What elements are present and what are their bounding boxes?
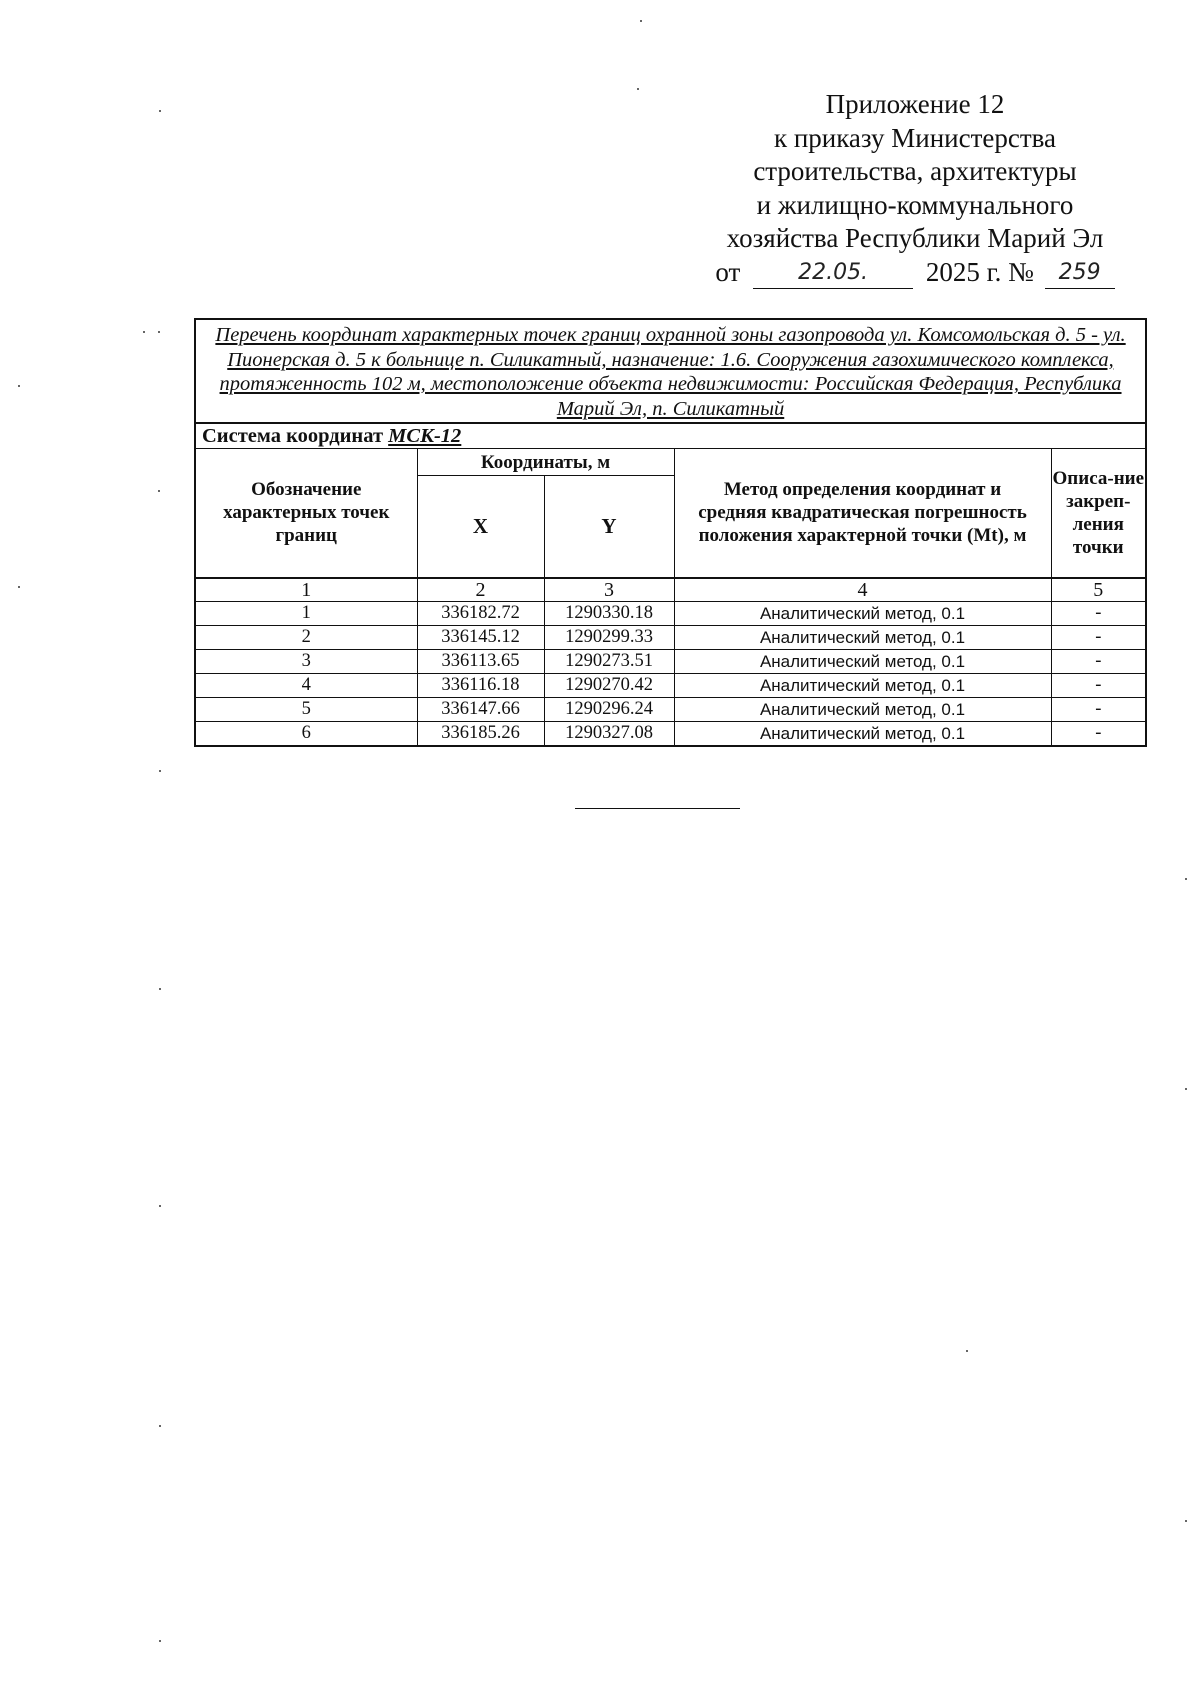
scan-speck — [158, 331, 160, 333]
method-cell: Аналитический метод, 0.1 — [674, 698, 1051, 722]
date-prefix: от — [715, 256, 741, 287]
column-number: 3 — [544, 578, 674, 602]
scan-speck — [159, 1425, 161, 1427]
point-id: 6 — [195, 722, 417, 747]
method-cell: Аналитический метод, 0.1 — [674, 650, 1051, 674]
coordinate-system-row — [195, 423, 1146, 449]
year-number-label: 2025 г. № — [925, 256, 1034, 287]
scan-speck — [1185, 878, 1187, 880]
header-point: Обозначение характерных точек границ — [195, 449, 417, 578]
handwritten-date: 22.05. — [753, 260, 913, 289]
appendix-title: Приложение 12 — [825, 89, 1005, 119]
table-row — [195, 602, 1146, 626]
scan-speck — [159, 1205, 161, 1207]
description-cell: - — [1051, 626, 1146, 650]
point-id: 1 — [195, 602, 417, 626]
x-coordinate: 336145.12 — [417, 626, 544, 650]
scan-speck — [1185, 1520, 1187, 1522]
coordinates-table-container — [194, 318, 1145, 747]
order-date-line — [690, 256, 1140, 290]
column-number: 5 — [1051, 578, 1146, 602]
scan-speck — [640, 20, 642, 22]
table-row — [195, 650, 1146, 674]
order-reference-line: к приказу Министерства — [773, 122, 1057, 153]
column-number: 4 — [674, 578, 1051, 602]
point-id: 3 — [195, 650, 417, 674]
ministry-line-3: хозяйства Республики Марий Эл — [726, 223, 1104, 253]
x-coordinate: 336147.66 — [417, 698, 544, 722]
header-x: X — [417, 476, 544, 578]
point-id: 5 — [195, 698, 417, 722]
x-coordinate: 336113.65 — [417, 650, 544, 674]
scan-speck — [18, 385, 20, 387]
point-id: 2 — [195, 626, 417, 650]
y-coordinate: 1290273.51 — [544, 650, 674, 674]
y-coordinate: 1290327.08 — [544, 722, 674, 747]
scan-speck — [159, 110, 161, 112]
scan-speck — [637, 88, 639, 90]
header-coordinates: Координаты, м — [417, 449, 674, 476]
scan-speck — [18, 586, 20, 588]
y-coordinate: 1290299.33 — [544, 626, 674, 650]
description-cell: - — [1051, 698, 1146, 722]
x-coordinate: 336116.18 — [417, 674, 544, 698]
scan-speck — [143, 331, 145, 333]
y-coordinate: 1290330.18 — [544, 602, 674, 626]
method-cell: Аналитический метод, 0.1 — [674, 626, 1051, 650]
header-y: Y — [544, 476, 674, 578]
description-cell: - — [1051, 722, 1146, 747]
x-coordinate: 336185.26 — [417, 722, 544, 747]
end-of-document-line — [575, 808, 740, 809]
ministry-line-1: строительства, архитектуры — [753, 156, 1077, 186]
method-cell: Аналитический метод, 0.1 — [674, 674, 1051, 698]
scan-speck — [159, 1640, 161, 1642]
ministry-line-2: и жилищно-коммунального — [756, 189, 1074, 220]
coordinates-table — [194, 318, 1147, 747]
column-number: 1 — [195, 578, 417, 602]
description-cell: - — [1051, 602, 1146, 626]
header-description: Описа-ние закреп-ления точки — [1051, 449, 1146, 578]
scan-speck — [1185, 1088, 1187, 1090]
y-coordinate: 1290270.42 — [544, 674, 674, 698]
document-header — [690, 88, 1140, 289]
scan-speck — [966, 1350, 968, 1352]
coordinate-system-label: Система координат — [202, 425, 384, 447]
column-number: 2 — [417, 578, 544, 602]
scan-speck — [159, 770, 161, 772]
method-cell: Аналитический метод, 0.1 — [674, 602, 1051, 626]
x-coordinate: 336182.72 — [417, 602, 544, 626]
table-row — [195, 674, 1146, 698]
description-cell: - — [1051, 650, 1146, 674]
y-coordinate: 1290296.24 — [544, 698, 674, 722]
table-title: Перечень координат характерных точек границ охранной зоны газопровода ул. Комсомольская д. 5 - ул. Пионерская д. 5 к больнице п. Силикатный, назначение: 1.6. Сооружения газохимического комплекса, протяженность 102 м, местоположение объекта недвижимости: Российская Федерация, Республика Марий Эл, п. Силикатный — [195, 319, 1146, 423]
coordinate-system-value: МСК-12 — [388, 425, 462, 447]
table-row — [195, 722, 1146, 747]
description-cell: - — [1051, 674, 1146, 698]
table-row — [195, 626, 1146, 650]
scan-speck — [158, 490, 160, 492]
point-id: 4 — [195, 674, 417, 698]
handwritten-order-number: 259 — [1045, 260, 1115, 289]
header-method: Метод определения координат и средняя квадратическая погрешность положения характерной точки (Mt), м — [674, 449, 1051, 578]
table-row — [195, 698, 1146, 722]
scan-speck — [159, 988, 161, 990]
method-cell: Аналитический метод, 0.1 — [674, 722, 1051, 747]
